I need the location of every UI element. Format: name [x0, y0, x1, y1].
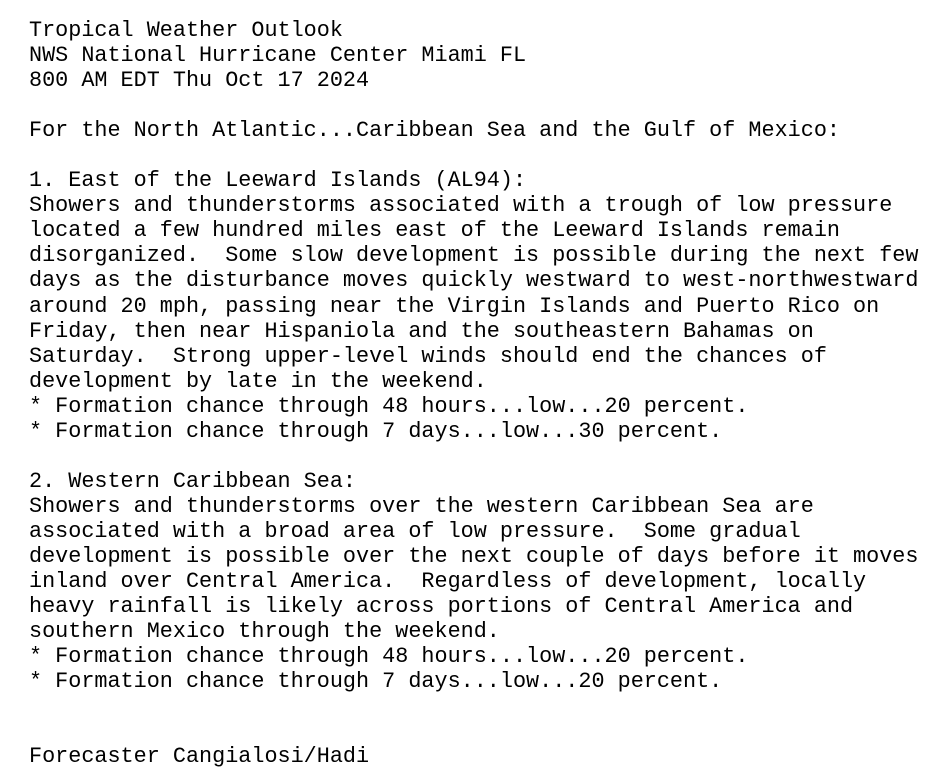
blank-line — [29, 444, 918, 469]
system-2-heading: 2. Western Caribbean Sea: — [29, 468, 357, 494]
issuing-office: NWS National Hurricane Center Miami FL — [29, 43, 527, 69]
system-2-body-line: inland over Central America. Regardless of development, locally — [29, 569, 867, 595]
system-1-body-line: development by late in the weekend. — [29, 368, 487, 394]
outlook-document — [29, 18, 918, 769]
system-1-formation-chance-48h: * Formation chance through 48 hours...low...20 percent. — [29, 393, 749, 419]
system-2-formation-chance-7d: * Formation chance through 7 days...low...20 percent. — [29, 669, 723, 695]
blank-line — [29, 93, 918, 118]
system-2-body-line: southern Mexico through the weekend. — [29, 619, 500, 645]
system-2-body-line: Showers and thunderstorms over the western Caribbean Sea are — [29, 493, 814, 519]
system-1-body-line: Friday, then near Hispaniola and the southeastern Bahamas on — [29, 318, 814, 344]
system-1-body-line: located a few hundred miles east of the Leeward Islands remain — [29, 218, 840, 244]
forecaster-signature: Forecaster Cangialosi/Hadi — [29, 744, 370, 770]
blank-line — [29, 143, 918, 168]
system-1-body-line: days as the disturbance moves quickly westward to west-northwestward — [29, 268, 919, 294]
region-intro: For the North Atlantic...Caribbean Sea and the Gulf of Mexico: — [29, 118, 840, 144]
system-1-body-line: disorganized. Some slow development is possible during the next few — [29, 243, 919, 269]
blank-line — [29, 694, 918, 719]
system-2-body-line: heavy rainfall is likely across portions of Central America and — [29, 594, 854, 620]
system-2-body-line: development is possible over the next couple of days before it moves — [29, 543, 919, 569]
system-1-body-line: Saturday. Strong upper-level winds should end the chances of — [29, 343, 827, 369]
blank-line — [29, 719, 918, 744]
system-2-formation-chance-48h: * Formation chance through 48 hours...low...20 percent. — [29, 644, 749, 670]
system-1-heading: 1. East of the Leeward Islands (AL94): — [29, 168, 527, 194]
system-1-body-line: around 20 mph, passing near the Virgin Islands and Puerto Rico on — [29, 293, 880, 319]
issue-time: 800 AM EDT Thu Oct 17 2024 — [29, 68, 370, 94]
outlook-title: Tropical Weather Outlook — [29, 18, 343, 43]
system-1-body-line: Showers and thunderstorms associated with a trough of low pressure — [29, 193, 893, 219]
system-1-formation-chance-7d: * Formation chance through 7 days...low...30 percent. — [29, 418, 723, 444]
system-2-body-line: associated with a broad area of low pressure. Some gradual — [29, 518, 801, 544]
